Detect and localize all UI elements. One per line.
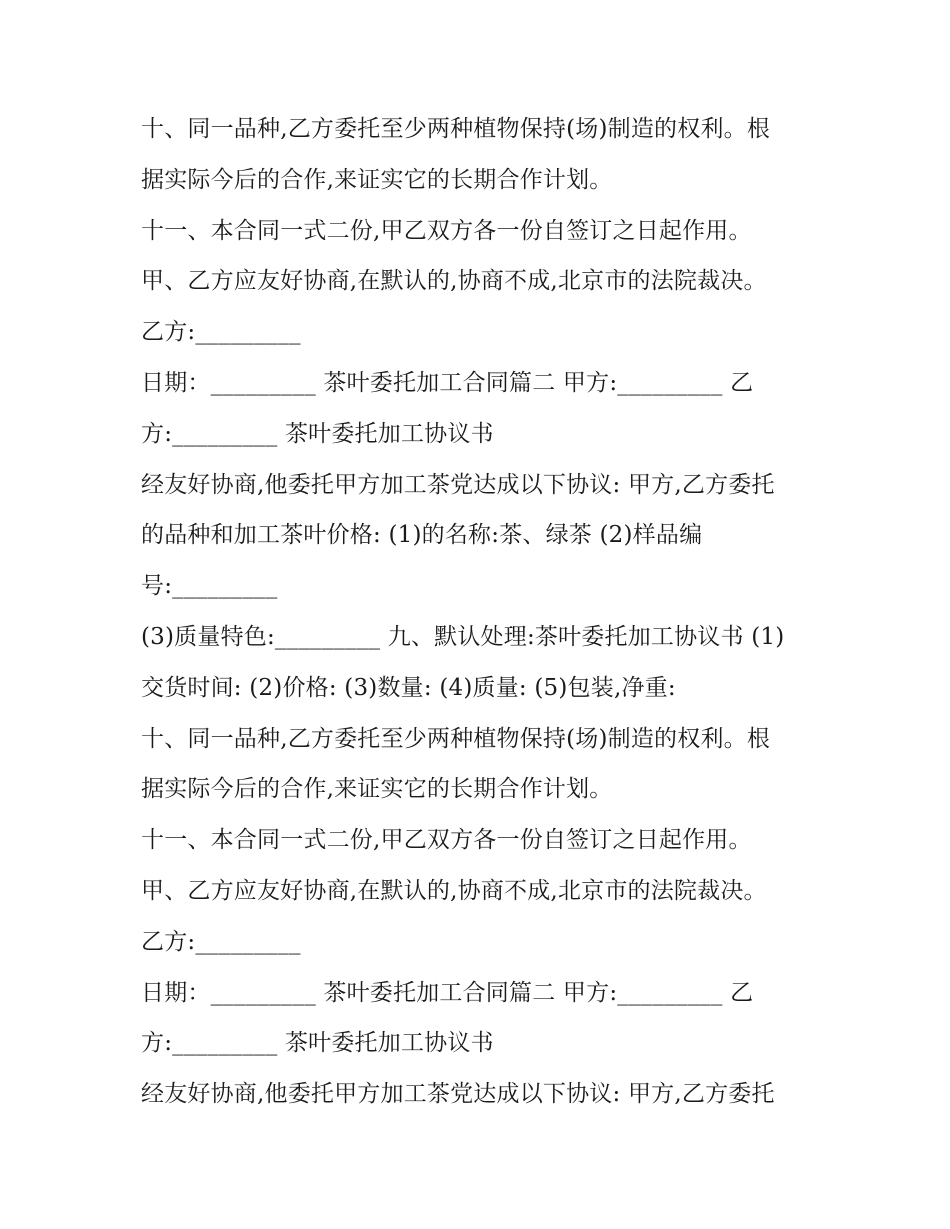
text-line: 十、同一品种,乙方委托至少两种植物保持(场)制造的权利。根 [141, 725, 771, 752]
text-line: 方:_________ 茶叶委托加工协议书 [141, 1030, 494, 1057]
text-line: 号:_________ [141, 573, 278, 600]
text-line: 十一、本合同一式二份,甲乙双方各一份自签订之日起作用。 [141, 827, 752, 854]
text-line: 的品种和加工茶叶价格: (1)的名称:茶、绿茶 (2)样品编 [141, 522, 703, 549]
text-line: 日期：_________ 茶叶委托加工合同篇二 甲方:_________ 乙 [141, 369, 754, 396]
text-line: (3)质量特色:_________ 九、默认处理:茶叶委托加工协议书 (1) [141, 623, 785, 650]
text-line: 甲、乙方应友好协商,在默认的,协商不成,北京市的法院裁决。 [141, 877, 767, 904]
text-line: 据实际今后的合作,来证实它的长期合作计划。 [141, 166, 613, 193]
text-line: 经友好协商,他委托甲方加工茶党达成以下协议: 甲方,乙方委托 [141, 471, 775, 498]
document-body [141, 104, 821, 1120]
text-line: 日期：_________ 茶叶委托加工合同篇二 甲方:_________ 乙 [141, 979, 754, 1006]
text-line: 乙方:_________ [141, 319, 301, 346]
text-line: 方:_________ 茶叶委托加工协议书 [141, 420, 494, 447]
text-line: 乙方:_________ [141, 928, 301, 955]
text-line: 交货时间: (2)价格: (3)数量: (4)质量: (5)包装,净重: [141, 674, 676, 701]
text-line: 十一、本合同一式二份,甲乙双方各一份自签订之日起作用。 [141, 217, 752, 244]
text-line: 甲、乙方应友好协商,在默认的,协商不成,北京市的法院裁决。 [141, 268, 767, 295]
text-line: 据实际今后的合作,来证实它的长期合作计划。 [141, 776, 613, 803]
text-line: 十、同一品种,乙方委托至少两种植物保持(场)制造的权利。根 [141, 116, 771, 142]
text-line: 经友好协商,他委托甲方加工茶党达成以下协议: 甲方,乙方委托 [141, 1081, 775, 1108]
